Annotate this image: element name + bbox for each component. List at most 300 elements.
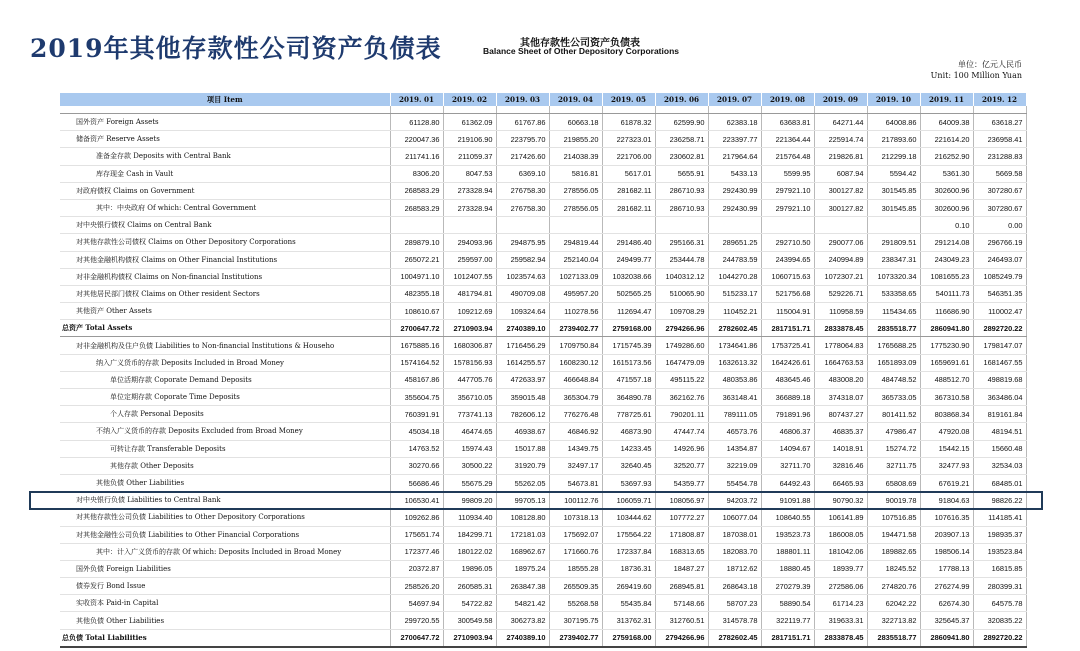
row-label: 对其他金融机构债权 Claims on Other Financial Institutions [60,251,390,268]
spacer-cell [496,106,549,114]
table-row [60,165,1026,182]
table-cell: 223397.77 [708,131,761,148]
table-cell: 296766.19 [973,234,1026,251]
table-cell: 186008.05 [814,526,867,543]
table-title-cn: 其他存款性公司资产负债表 [520,38,640,49]
table-cell: 64271.44 [814,114,867,131]
table-cell: 115004.91 [761,303,814,320]
table-cell: 61767.86 [496,114,549,131]
column-header-month: 2019. 08 [761,93,814,106]
table-cell: 495115.22 [655,371,708,388]
row-label: 单位定期存款 Coporate Time Deposits [60,389,390,406]
table-cell: 1765688.25 [867,337,920,354]
table-cell: 313762.31 [602,612,655,629]
table-cell: 299720.55 [390,612,443,629]
table-cell: 2739402.77 [549,320,602,337]
table-cell: 46573.76 [708,423,761,440]
table-cell: 109262.86 [390,509,443,526]
table-cell: 363486.04 [973,389,1026,406]
table-cell: 1680306.87 [443,337,496,354]
table-cell: 94203.72 [708,492,761,509]
table-body [60,106,1026,647]
table-cell: 15017.88 [496,440,549,457]
column-header-month: 2019. 11 [920,93,973,106]
table-cell: 17788.13 [920,560,973,577]
table-cell: 1632613.32 [708,354,761,371]
table-cell: 291486.40 [602,234,655,251]
table-cell: 109708.29 [655,303,708,320]
table-cell: 14349.75 [549,440,602,457]
column-header-month: 2019. 01 [390,93,443,106]
table-cell: 252140.04 [549,251,602,268]
table-cell: 260585.31 [443,578,496,595]
table-cell: 171660.76 [549,543,602,560]
table-cell: 225914.74 [814,131,867,148]
row-label: 储备资产 Reserve Assets [60,131,390,148]
table-cell: 64009.38 [920,114,973,131]
table-cell: 365304.79 [549,389,602,406]
row-label: 对中央银行债权 Claims on Central Bank [60,217,390,234]
column-header-month: 2019. 10 [867,93,920,106]
column-header-month: 2019. 02 [443,93,496,106]
table-row [60,182,1026,199]
table-cell: 106077.04 [708,509,761,526]
table-cell: 362162.76 [655,389,708,406]
table-cell: 365733.05 [867,389,920,406]
table-cell: 32711.70 [761,457,814,474]
table-cell: 1709750.84 [549,337,602,354]
table-cell: 20372.87 [390,560,443,577]
table-cell: 46835.37 [814,423,867,440]
table-cell: 1040312.12 [655,268,708,285]
table-cell: 286710.93 [655,182,708,199]
table-cell: 32219.09 [708,457,761,474]
table-cell: 495957.20 [549,285,602,302]
table-cell: 18555.28 [549,560,602,577]
table-cell: 374318.07 [814,389,867,406]
table-cell: 46474.65 [443,423,496,440]
table-row [60,371,1026,388]
table-cell: 776276.48 [549,406,602,423]
table-cell: 110958.59 [814,303,867,320]
table-cell: 322713.82 [867,612,920,629]
table-cell: 109324.64 [496,303,549,320]
table-cell: 490709.08 [496,285,549,302]
table-cell: 307195.75 [549,612,602,629]
table-cell: 1715745.39 [602,337,655,354]
table-cell: 227323.01 [602,131,655,148]
row-label: 单位活期存款 Coporate Demand Deposits [60,371,390,388]
row-label: 准备金存款 Deposits with Central Bank [60,148,390,165]
table-cell: 529226.71 [814,285,867,302]
table-cell: 18975.24 [496,560,549,577]
table-cell: 58890.54 [761,595,814,612]
spacer-cell [655,106,708,114]
table-cell: 301545.85 [867,199,920,216]
table-cell: 268583.29 [390,199,443,216]
table-cell: 217426.60 [496,148,549,165]
table-cell: 53697.93 [602,474,655,491]
table-cell: 67619.21 [920,474,973,491]
table-cell: 172181.03 [496,526,549,543]
table-cell: 223795.70 [496,131,549,148]
table-cell: 276274.99 [920,578,973,595]
table-cell: 63618.27 [973,114,1026,131]
row-label: 对其他金融性公司负债 Liabilities to Other Financial Corporations [60,526,390,543]
table-cell: 5617.01 [602,165,655,182]
table-cell: 30270.66 [390,457,443,474]
table-cell: 62042.22 [867,595,920,612]
table-cell: 471557.18 [602,371,655,388]
table-cell: 294819.44 [549,234,602,251]
table-cell [602,217,655,234]
table-header-row [60,93,1026,106]
table-cell: 364890.78 [602,389,655,406]
table-cell: 5655.91 [655,165,708,182]
row-label: 对非金融机构及住户负债 Liabilities to Non-financial Institutions & Househo [60,337,390,354]
table-cell: 66465.93 [814,474,867,491]
spacer-cell [973,106,1026,114]
table-cell [496,217,549,234]
row-label: 可转让存款 Transferable Deposits [60,440,390,457]
table-cell: 307280.67 [973,199,1026,216]
table-cell: 363148.41 [708,389,761,406]
table-cell: 61128.80 [390,114,443,131]
table-cell: 90019.78 [867,492,920,509]
table-row [60,509,1026,526]
table-cell: 1775230.90 [920,337,973,354]
column-header-month: 2019. 05 [602,93,655,106]
table-cell: 276758.30 [496,199,549,216]
table-cell: 181042.06 [814,543,867,560]
table-cell: 286710.93 [655,199,708,216]
table-cell: 60663.18 [549,114,602,131]
spacer-cell [549,106,602,114]
table-cell: 32640.45 [602,457,655,474]
table-cell: 320835.22 [973,612,1026,629]
table-cell: 30500.22 [443,457,496,474]
table-row [60,423,1026,440]
table-cell: 64008.86 [867,114,920,131]
unit-label-en: Unit: 100 Million Yuan [930,71,1022,80]
table-cell: 221706.00 [602,148,655,165]
column-header-month: 2019. 03 [496,93,549,106]
table-cell: 175564.22 [602,526,655,543]
table-cell: 171808.87 [655,526,708,543]
table-cell: 2794266.96 [655,320,708,337]
table-cell: 19896.05 [443,560,496,577]
table-cell: 1044270.28 [708,268,761,285]
table-cell: 216252.90 [920,148,973,165]
spacer-cell [443,106,496,114]
table-cell: 1651893.09 [867,354,920,371]
table-cell: 32534.03 [973,457,1026,474]
spacer-cell [60,106,390,114]
table-cell: 1608230.12 [549,354,602,371]
table-cell: 198935.37 [973,526,1026,543]
table-cell: 249499.77 [602,251,655,268]
spacer-cell [708,106,761,114]
table-cell: 458167.86 [390,371,443,388]
table-cell: 108056.97 [655,492,708,509]
table-cell: 1004971.10 [390,268,443,285]
table-cell: 0.00 [973,217,1026,234]
table-cell: 182083.70 [708,543,761,560]
table-cell: 15660.48 [973,440,1026,457]
table-row [60,406,1026,423]
table-cell: 32711.75 [867,457,920,474]
table-cell: 2700647.72 [390,320,443,337]
table-cell [390,217,443,234]
table-cell: 2817151.71 [761,629,814,647]
column-header-month: 2019. 06 [655,93,708,106]
table-cell: 268643.18 [708,578,761,595]
table-cell: 214038.39 [549,148,602,165]
table-cell: 1081655.23 [920,268,973,285]
table-cell: 172337.84 [602,543,655,560]
table-cell: 5669.58 [973,165,1026,182]
table-cell: 359015.48 [496,389,549,406]
table-cell: 106059.71 [602,492,655,509]
spacer-cell [390,106,443,114]
table-cell: 291214.08 [920,234,973,251]
table-row [60,268,1026,285]
table-cell: 212299.18 [867,148,920,165]
table-cell: 15442.15 [920,440,973,457]
table-cell: 108128.80 [496,509,549,526]
table-cell: 90790.32 [814,492,867,509]
table-cell: 107772.27 [655,509,708,526]
table-cell: 1753725.41 [761,337,814,354]
table-cell: 307280.67 [973,182,1026,199]
table-cell: 244783.59 [708,251,761,268]
table-cell: 297921.10 [761,199,814,216]
table-cell: 789111.05 [708,406,761,423]
table-cell: 55435.84 [602,595,655,612]
table-cell: 6369.10 [496,165,549,182]
table-cell: 188801.11 [761,543,814,560]
table-cell: 791891.96 [761,406,814,423]
table-cell: 807437.27 [814,406,867,423]
table-cell: 1681467.55 [973,354,1026,371]
table-cell: 278556.05 [549,199,602,216]
table-cell: 447705.76 [443,371,496,388]
table-cell: 259582.94 [496,251,549,268]
table-cell: 107318.13 [549,509,602,526]
table-cell: 2794266.96 [655,629,708,647]
table-cell: 258526.20 [390,578,443,595]
table-cell: 5433.13 [708,165,761,182]
table-cell: 57148.66 [655,595,708,612]
row-label: 库存现金 Cash in Vault [60,165,390,182]
table-cell: 2782602.45 [708,320,761,337]
table-cell: 540111.73 [920,285,973,302]
table-cell: 54673.81 [549,474,602,491]
table-cell: 270279.39 [761,578,814,595]
table-cell: 488512.70 [920,371,973,388]
table-row [60,217,1026,234]
table-cell: 481794.81 [443,285,496,302]
table-cell: 65808.69 [867,474,920,491]
table-cell: 189882.65 [867,543,920,560]
table-cell [814,217,867,234]
table-cell: 259597.00 [443,251,496,268]
table-row [60,457,1026,474]
row-label: 个人存款 Personal Deposits [60,406,390,423]
table-cell: 48194.51 [973,423,1026,440]
table-cell: 366889.18 [761,389,814,406]
table-cell: 498819.68 [973,371,1026,388]
table-cell: 306273.82 [496,612,549,629]
row-label: 对中央银行负债 Liabilities to Central Bank [60,492,390,509]
table-cell: 325645.37 [920,612,973,629]
table-title-en: Balance Sheet of Other Depository Corporations [482,46,679,56]
table-cell: 2833878.45 [814,320,867,337]
table-cell: 292710.50 [761,234,814,251]
table-cell: 107616.35 [920,509,973,526]
table-cell: 274820.76 [867,578,920,595]
table-cell [761,217,814,234]
table-cell: 1778064.83 [814,337,867,354]
table-cell: 2835518.77 [867,629,920,647]
table-cell: 2759168.00 [602,629,655,647]
table-cell: 62383.18 [708,114,761,131]
table-cell: 108640.55 [761,509,814,526]
table-cell: 300127.82 [814,199,867,216]
table-row [60,251,1026,268]
table-cell: 269419.60 [602,578,655,595]
table-cell: 246493.07 [973,251,1026,268]
table-row-total [60,629,1026,647]
table-cell: 273328.94 [443,199,496,216]
table-cell: 236258.71 [655,131,708,148]
table-cell [867,217,920,234]
table-cell: 18939.77 [814,560,867,577]
table-cell [655,217,708,234]
column-header-month: 2019. 07 [708,93,761,106]
table-cell: 302600.96 [920,182,973,199]
table-cell: 109212.69 [443,303,496,320]
table-cell: 2710903.94 [443,629,496,647]
table-row [60,354,1026,371]
table-cell: 515233.17 [708,285,761,302]
table-cell: 217964.64 [708,148,761,165]
table-cell: 300549.58 [443,612,496,629]
table-cell: 175692.07 [549,526,602,543]
table-cell: 1578156.93 [443,354,496,371]
row-label: 对其他存款性公司负债 Liabilities to Other Depository Corporations [60,509,390,526]
table-cell: 211059.37 [443,148,496,165]
table-cell: 289879.10 [390,234,443,251]
table-cell: 99705.13 [496,492,549,509]
row-label: 其他存款 Other Deposits [60,457,390,474]
table-cell: 8306.20 [390,165,443,182]
table-cell: 32497.17 [549,457,602,474]
table-cell: 278556.05 [549,182,602,199]
table-cell: 273328.94 [443,182,496,199]
table-cell: 1675885.16 [390,337,443,354]
table-cell: 295166.31 [655,234,708,251]
table-cell: 215764.48 [761,148,814,165]
table-cell: 2892720.22 [973,320,1026,337]
row-label: 其他资产 Other Assets [60,303,390,320]
table-cell: 54821.42 [496,595,549,612]
table-cell: 466648.84 [549,371,602,388]
table-cell: 1664763.53 [814,354,867,371]
table-cell: 180122.02 [443,543,496,560]
table-cell: 31920.79 [496,457,549,474]
table-cell: 108610.67 [390,303,443,320]
table-cell: 238347.31 [867,251,920,268]
table-cell: 268945.81 [655,578,708,595]
table-cell: 175651.74 [390,526,443,543]
table-cell: 68485.01 [973,474,1026,491]
table-cell: 2817151.71 [761,320,814,337]
table-row [60,389,1026,406]
table-cell: 281682.11 [602,199,655,216]
table-cell [549,217,602,234]
table-cell: 1734641.86 [708,337,761,354]
table-cell: 482355.18 [390,285,443,302]
table-cell: 14354.87 [708,440,761,457]
table-cell: 1032038.66 [602,268,655,285]
table-cell: 1659691.61 [920,354,973,371]
row-label: 不纳入广义货币的存款 Deposits Excluded from Broad Money [60,423,390,440]
table-cell: 55454.78 [708,474,761,491]
table-cell: 773741.13 [443,406,496,423]
table-cell: 110002.47 [973,303,1026,320]
table-cell: 280399.31 [973,578,1026,595]
table-cell: 54722.82 [443,595,496,612]
table-cell: 198506.14 [920,543,973,560]
table-cell: 302600.96 [920,199,973,216]
table-cell: 1574164.52 [390,354,443,371]
table-cell: 297921.10 [761,182,814,199]
table-row [60,492,1026,509]
table-cell: 2892720.22 [973,629,1026,647]
report-title: 2019年其他存款性公司资产负债表 [30,34,442,63]
table-row-total [60,320,1026,337]
table-cell: 272586.06 [814,578,867,595]
table-row [60,234,1026,251]
table-cell: 110452.21 [708,303,761,320]
table-cell: 1027133.09 [549,268,602,285]
table-cell: 1023574.63 [496,268,549,285]
table-row [60,578,1026,595]
table-cell: 289651.25 [708,234,761,251]
table-cell: 803868.34 [920,406,973,423]
table-cell: 1012407.55 [443,268,496,285]
table-cell: 2710903.94 [443,320,496,337]
table-cell: 240994.89 [814,251,867,268]
table-cell: 1085249.79 [973,268,1026,285]
table-cell: 91091.88 [761,492,814,509]
table-cell: 18880.45 [761,560,814,577]
row-label: 债券发行 Bond Issue [60,578,390,595]
table-cell: 8047.53 [443,165,496,182]
table-cell: 47447.74 [655,423,708,440]
table-cell: 1614255.57 [496,354,549,371]
row-label: 其他负债 Other Liabilities [60,612,390,629]
table-cell: 801411.52 [867,406,920,423]
table-cell: 46846.92 [549,423,602,440]
table-cell: 107516.85 [867,509,920,526]
column-header-month: 2019. 09 [814,93,867,106]
table-cell: 483008.20 [814,371,867,388]
table-cell: 203907.13 [920,526,973,543]
column-header-month: 2019. 12 [973,93,1026,106]
table-cell: 64492.43 [761,474,814,491]
